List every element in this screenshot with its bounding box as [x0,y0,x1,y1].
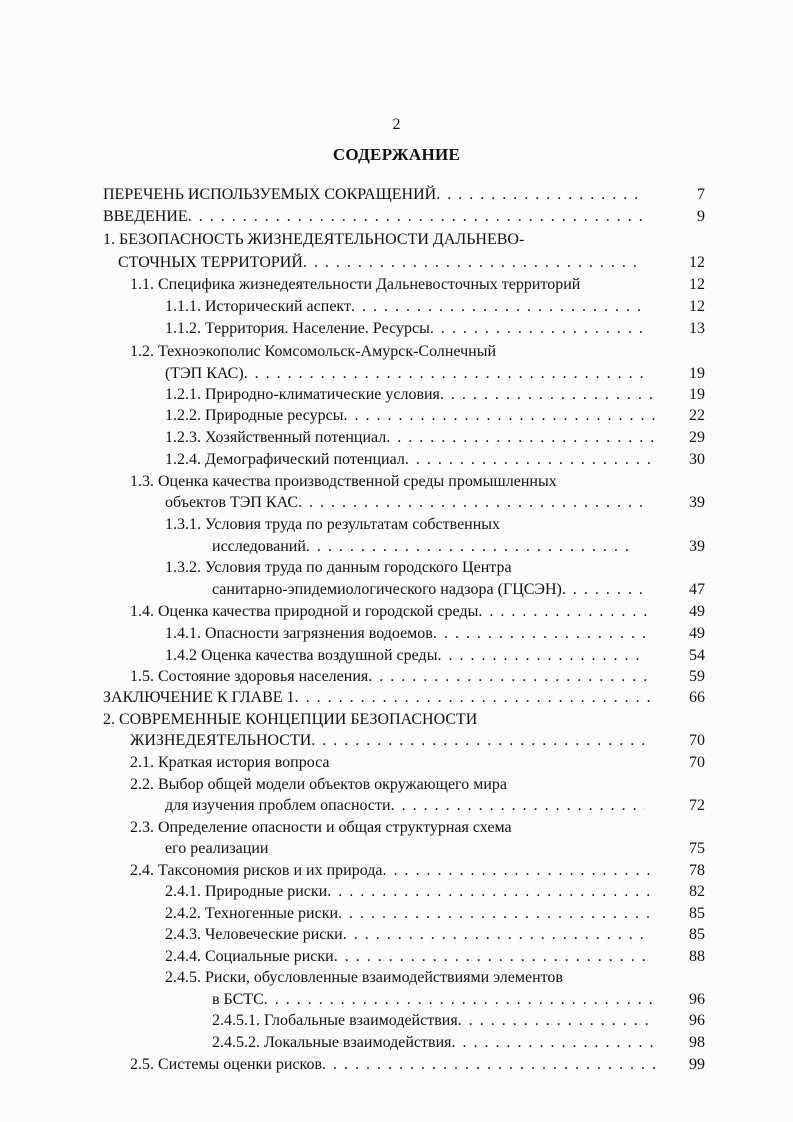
toc-entry: 1.1.1. Исторический аспект . . . [165,297,645,317]
toc-page: 7 [697,186,705,203]
toc-page: 85 [689,926,705,943]
toc-page: 30 [689,451,705,468]
toc-page: 98 [689,1034,705,1051]
toc-entry: санитарно-эпидемиологического надзора (ГЦСЭН) . . . [212,580,645,600]
toc-page: 29 [689,429,705,446]
toc-page: 9 [697,208,705,225]
toc-entry: 1.3. Оценка качества производственной среды промышленных [130,473,557,490]
toc-page: 96 [689,1012,705,1029]
toc-page: 72 [689,797,705,814]
toc-entry: 1. БЕЗОПАСНОСТЬ ЖИЗНЕДЕЯТЕЛЬНОСТИ ДАЛЬНЕВО- [103,231,525,248]
toc-entry: 1.4.2 Оценка качества воздушной среды . . . [165,646,645,666]
page-title: СОДЕРЖАНИЕ [332,145,461,164]
toc-page: 75 [689,840,705,857]
toc-page: 12 [689,276,705,293]
toc-page: 12 [689,298,705,315]
toc-page: 66 [689,689,705,706]
toc-entry: 2.4.1. Природные риски . . . [165,882,655,902]
toc-page: 39 [689,494,705,511]
toc-page: 82 [689,883,705,900]
toc-entry: объектов ТЭП КАС . . . [165,493,645,513]
toc-entry: 2.4.5.2. Локальные взаимодействия . . . [212,1033,655,1053]
toc-page: 99 [689,1056,705,1073]
toc-entry: 2.4. Таксономия рисков и их природа . . . [130,861,650,881]
toc-entry: СТОЧНЫХ ТЕРРИТОРИЙ . . . [118,253,645,273]
toc-entry: 2.1. Краткая история вопроса [130,754,330,771]
toc-entry: 1.2.3. Хозяйственный потенциал . . . [165,428,655,448]
toc-entry: 1.4. Оценка качества природной и городской среды . . . [130,602,650,622]
toc-entry: в БСТС . . . [212,990,655,1010]
toc-entry: ЗАКЛЮЧЕНИЕ К ГЛАВЕ 1 . . . [103,688,653,708]
toc-page: 88 [689,948,705,965]
toc-entry: 1.4.1. Опасности загрязнения водоемов . . . [165,624,650,644]
toc-entry: (ТЭП КАС) . . . [165,364,645,384]
toc-entry: 2.5. Системы оценки рисков . . . [130,1055,655,1075]
toc-entry: 1.2.4. Демографический потенциал . . . [165,450,655,470]
toc-entry: 2.4.4. Социальные риски . . . [165,947,645,967]
toc-page: 85 [689,905,705,922]
toc-entry: ВВЕДЕНИЕ . . . [103,207,645,227]
toc-page: 70 [689,754,705,771]
toc-page: 70 [689,732,705,749]
toc-entry: 2.3. Определение опасности и общая структурная схема [130,819,512,836]
toc-page: 49 [689,625,705,642]
toc-entry: ПЕРЕЧЕНЬ ИСПОЛЬЗУЕМЫХ СОКРАЩЕНИЙ . . . [103,185,645,205]
toc-page: 19 [689,386,705,403]
toc-entry: 2.4.5. Риски, обусловленные взаимодействиями элементов [165,969,563,986]
toc-entry: 2.2. Выбор общей модели объектов окружающего мира [130,776,507,793]
toc-entry: 1.2.2. Природные ресурсы . . . [165,406,655,426]
toc-page: 22 [689,407,705,424]
toc-entry: 2. СОВРЕМЕННЫЕ КОНЦЕПЦИИ БЕЗОПАСНОСТИ [103,711,478,728]
toc-entry: исследований . . . [212,537,637,557]
toc-entry: 1.1.2. Территория. Население. Ресурсы . . . [165,319,645,339]
toc-entry: его реализации [165,840,269,857]
toc-page: 19 [689,365,705,382]
toc-page: 78 [689,862,705,879]
toc-page: 12 [689,254,705,271]
toc-entry: для изучения проблем опасности . . . [165,796,645,816]
toc-page: 49 [689,603,705,620]
toc-entry: 1.3.2. Условия труда по данным городского Центра [165,559,512,576]
toc-entry: 1.2. Техноэкополис Комсомольск-Амурск-Солнечный [130,343,497,360]
toc-entry: 2.4.3. Человеческие риски . . . [165,925,645,945]
toc-entry: 2.4.5.1. Глобальные взаимодействия . . . [212,1011,655,1031]
toc-page: 96 [689,991,705,1008]
toc-page: 13 [689,320,705,337]
toc-page: 54 [689,647,705,664]
toc-entry: 1.1. Специфика жизнедеятельности Дальневосточных территорий [130,276,581,293]
toc-page: 47 [689,581,705,598]
toc-entry: 1.3.1. Условия труда по результатам собственных [165,516,501,533]
toc-entry: 2.4.2. Техногенные риски . . . [165,904,655,924]
toc-entry: 1.2.1. Природно-климатические условия . . . [165,385,655,405]
toc-entry: 1.5. Состояние здоровья населения . . . [130,667,650,687]
toc-page: 59 [689,668,705,685]
toc-page: 39 [689,538,705,555]
page-number: 2 [392,116,401,133]
toc-entry: ЖИЗНЕДЕЯТЕЛЬНОСТИ . . . [130,731,645,751]
